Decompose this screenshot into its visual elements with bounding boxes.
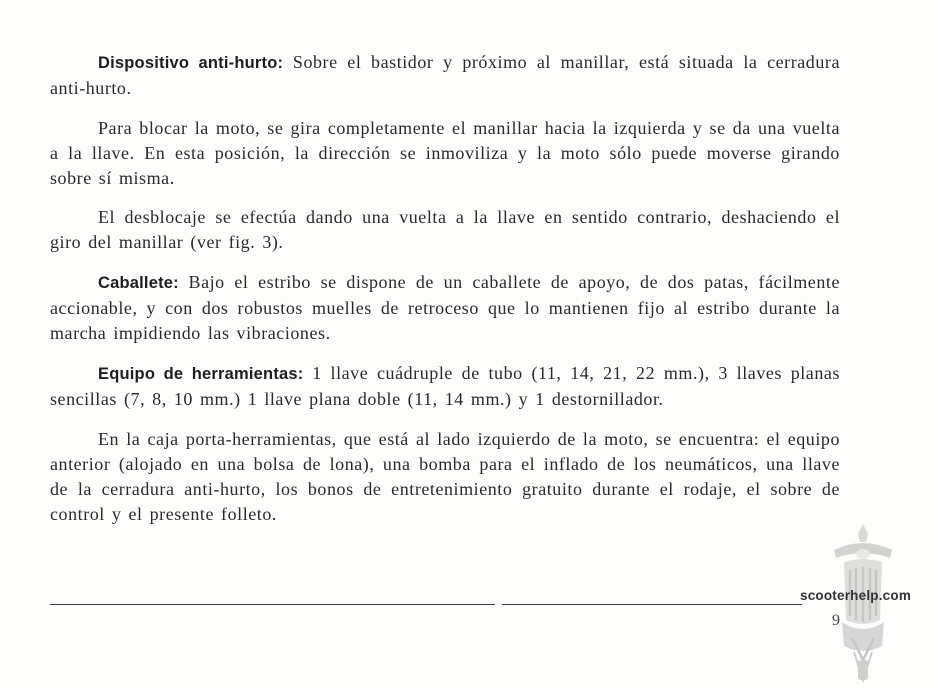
- text-body: [50, 50, 840, 542]
- paragraph-lead: Equipo de herramientas:: [98, 365, 304, 383]
- paragraph-text: Sobre el bastidor y próximo al manillar, está situada la cerradura anti-hurto.: [50, 52, 840, 98]
- paragraph-text: Para blocar la moto, se gira completamente el manillar hacia la izquierda y se da una vuelta a la llave. En esta posición, la dirección se inmoviliza y la moto sólo puede moverse girando sobre sí misma.: [50, 118, 840, 188]
- paragraph-toolbox: [50, 427, 840, 527]
- paragraph-text: En la caja porta-herramientas, que está al lado izquierdo de la moto, se encuentra: el equipo anterior (alojado en una bolsa de lona), una bomba para el inflado de los neumáticos, una llave de la cerradura anti-hurto, los bonos de entretenimiento gratuito durante el rodaje, el sobre de control y el presente folleto.: [50, 429, 840, 524]
- watermark-text: scooterhelp.com: [800, 588, 912, 603]
- paragraph-locking: [50, 116, 840, 191]
- paragraph-unlocking: [50, 205, 840, 255]
- paragraph-stand: [50, 270, 840, 346]
- paragraph-anti-theft: [50, 50, 840, 101]
- footer-rule-left: [50, 604, 495, 605]
- paragraph-text: Bajo el estribo se dispone de un caballete de apoyo, de dos patas, fácilmente accionable, y con dos robustos muelles de retroceso que lo mantienen fijo al estribo durante la marcha impidiendo las vibraciones.: [50, 272, 840, 343]
- paragraph-lead: Dispositivo anti-hurto:: [98, 54, 284, 72]
- paragraph-lead: Caballete:: [98, 274, 179, 292]
- footer-rule-right: [502, 604, 802, 605]
- paragraph-text: 1 llave cuádruple de tubo (11, 14, 21, 22 mm.), 3 llaves planas sencillas (7, 8, 10 mm.) 1 llave plana doble (11, 14 mm.) y 1 destornillador.: [50, 363, 840, 409]
- paragraph-tools: [50, 361, 840, 412]
- page-number: 9: [832, 612, 840, 629]
- paragraph-text: El desblocaje se efectúa dando una vuelta a la llave en sentido contrario, deshaciendo el giro del manillar (ver fig. 3).: [50, 207, 840, 252]
